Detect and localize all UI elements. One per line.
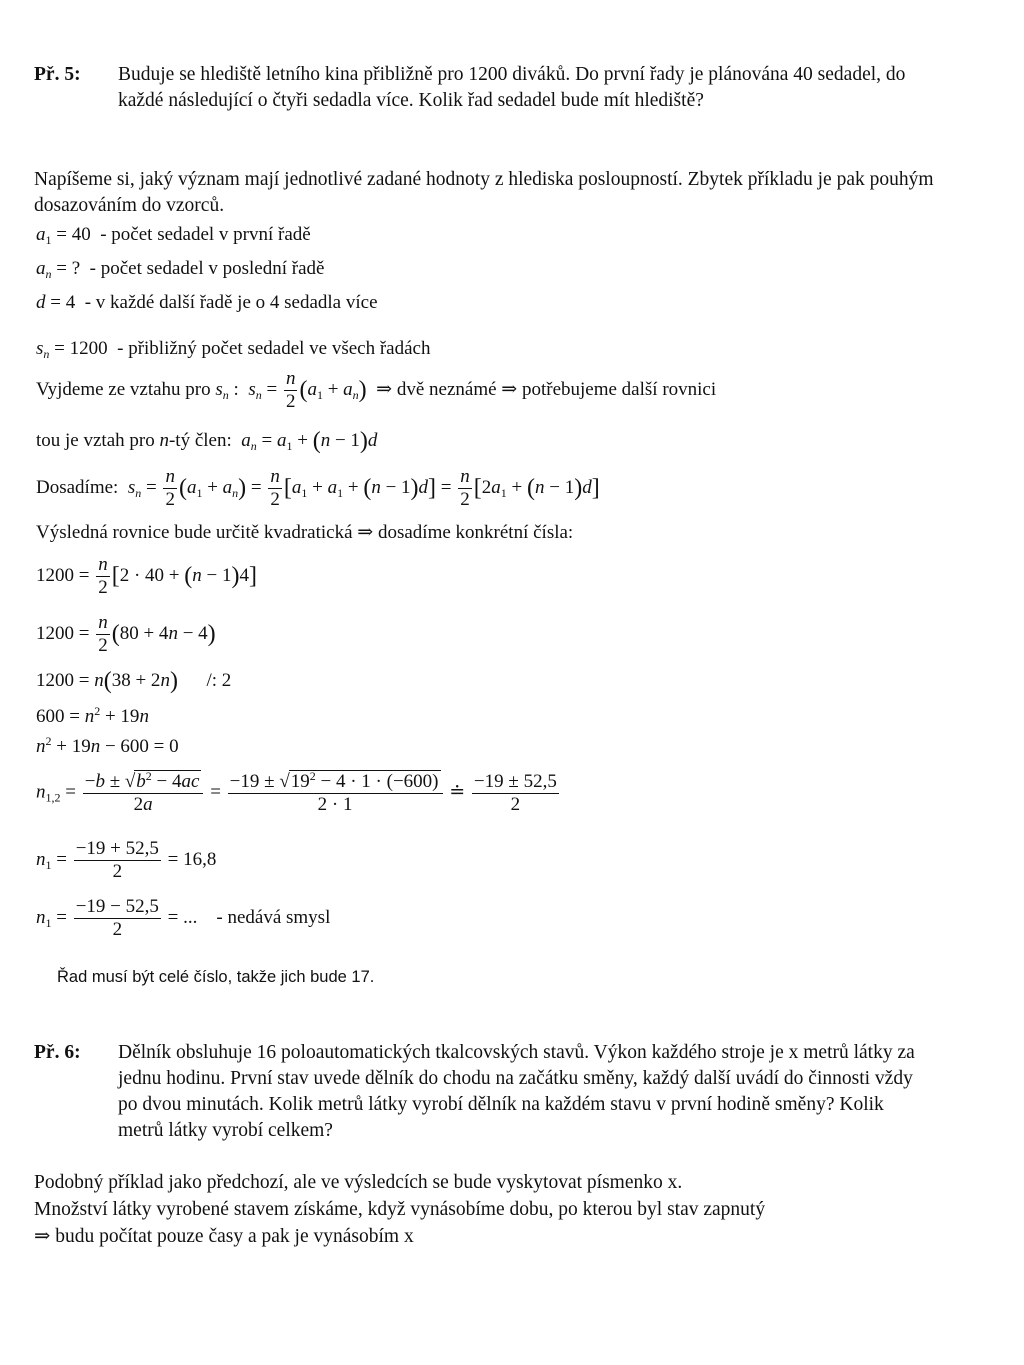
problem-5-label: Př. 5: (34, 64, 81, 85)
vyjdeme-text: Vyjdeme ze vztahu pro (36, 378, 211, 400)
def-a1-text: - počet sedadel v první řadě (100, 224, 311, 245)
conclusion: Řad musí být celé číslo, takže jich bude 17. (57, 968, 375, 986)
substitution-line: Dosadíme: $s_n$ = $\frac{n}{2}$ $(a_1 + a_n)$ = $\frac{n}{2}$ $[a_1 + a_1 + (n - 1)d]$ = $\frac{n}{2}$ $[2a_1 + (n - 1)d]$ (36, 466, 600, 510)
problem-5-text: Buduje se hlediště letního kina přibližně pro 1200 diváků. Do první řady je plánována 40 sedadel, do každé následující o čtyři sedadla více. Kolik řad sedadel bude mít hlediště? (118, 64, 906, 111)
equation-4: $600 = n^2 + 19n$ (36, 704, 149, 727)
def-d: d = 4 - v každé další řadě je o 4 sedadla více (36, 292, 378, 313)
dve-nezname-text: dvě neznámé (396, 378, 497, 400)
nedava-text: - nedává smysl (216, 906, 331, 928)
tou-je-text: tou je vztah pro (36, 430, 155, 451)
equation-2: 1200 = $\frac{n}{2}$ (80 + 4n − 4) (36, 612, 216, 656)
def-an: $a_n$ = ? - počet sedadel v poslední řadě (36, 258, 325, 281)
problem-6 (34, 1040, 934, 1144)
problem-6-label: Př. 6: (34, 1042, 81, 1063)
nth-term-line: tou je vztah pro n-tý člen: $a_n = a_1 + (n - 1)d$ (36, 428, 378, 454)
outro-line-3: ⇒ budu počítat pouze časy a pak je vynásobím x (34, 1226, 414, 1247)
equation-1: 1200 = $\frac{n}{2}$ [2 · 40 + (n − 1)4] (36, 554, 257, 598)
nty-text: -tý člen: (168, 430, 232, 451)
quadratic-formula: $n_{1,2}$ = $\frac{-b \pm √b^2 - 4ac}{2a}$ = $\frac{-19 \pm √19^2 - 4 \cdot 1 \cdot (-600)}{2 \cdot 1}$ ≐ $\frac{-19 \pm 52,5}{2}$ (36, 769, 557, 815)
vysledna-text: Výsledná rovnice bude určitě kvadratická (36, 522, 353, 543)
root-2: $n_1$ = $\frac{-19 - 52,5}{2}$ = ... - nedává smysl (36, 896, 331, 940)
problem-5 (34, 62, 934, 114)
outro-line-3-text: budu počítat pouze časy a pak je vynásobím x (55, 1226, 414, 1247)
konkretni-text: dosadíme konkrétní čísla: (377, 522, 574, 543)
equation-5: $n^2 + 19n - 600 = 0$ (36, 734, 179, 757)
root-1: $n_1$ = $\frac{-19 + 52,5}{2}$ = 16,8 (36, 838, 217, 882)
intro-paragraph: Napíšeme si, jaký význam mají jednotlivé zadané hodnoty z hlediska posloupností. Zbytek příkladu je pak pouhým dosazováním do vzorců. (34, 169, 934, 216)
potrebujeme-text: potřebujeme další rovnici (521, 378, 717, 400)
outro-line-2: Množství látky vyrobené stavem získáme, když vynásobíme dobu, po kterou byl stav zapnutý (34, 1199, 766, 1220)
problem-6-text: Dělník obsluhuje 16 poloautomatických tkalcovských stavů. Výkon každého stroje je x metrů látky za jednu hodinu. První stav uvede dělník do chodu na začátku směny, každý další uvádí do činnosti vždy po dvou minutách. Kolik metrů látky vyrobí dělník na každém stavu v první hodině směny? Kolik metrů látky vyrobí celkem? (118, 1042, 915, 1141)
quadratic-note-line: Výsledná rovnice bude určitě kvadratická ⇒ dosadíme konkrétní čísla: (36, 522, 574, 543)
def-sn-text: - přibližný počet sedadel ve všech řadách (117, 338, 431, 359)
def-a1: $a_1 = 40$ - počet sedadel v první řadě (36, 224, 311, 247)
def-d-text: - v každé další řadě je o 4 sedadla více (84, 292, 378, 313)
sum-formula-line: Vyjdeme ze vztahu pro $s_n$ : $s_n$ = $\frac{n}{2}$ $(a_1 + a_n)$ ⇒ dvě neznámé ⇒ potřebujeme další rovnici (36, 368, 717, 412)
def-an-text: - počet sedadel v poslední řadě (89, 258, 325, 279)
equation-3: 1200 = n(38 + 2n) /: 2 (36, 668, 232, 694)
outro-line-1: Podobný příklad jako předchozí, ale ve výsledcích se bude vyskytovat písmenko x. (34, 1172, 683, 1193)
def-sn: $s_n = 1200$ - přibližný počet sedadel ve všech řadách (36, 338, 431, 361)
dosadime-text: Dosadíme: (36, 476, 119, 498)
